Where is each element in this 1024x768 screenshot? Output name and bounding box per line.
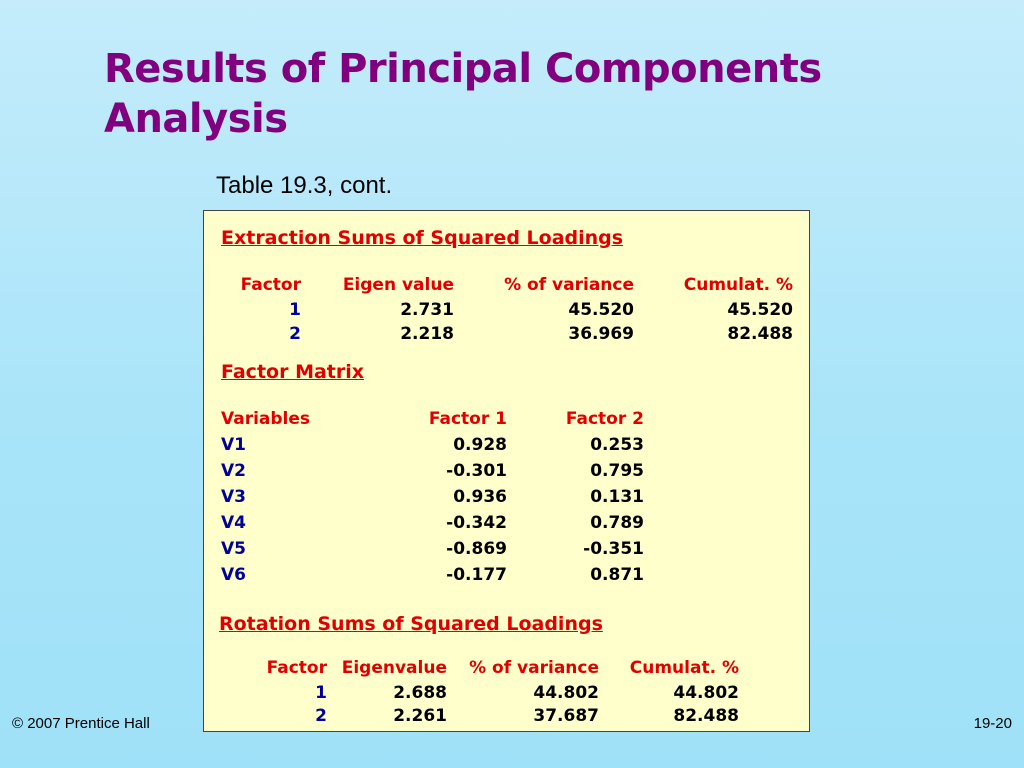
rotation-row-1-variance: 44.802 [533, 683, 599, 703]
copyright-footer: © 2007 Prentice Hall [12, 715, 150, 732]
rotation-header-eigenvalue: Eigenvalue [341, 658, 447, 678]
factor-matrix-row-v5-label: V5 [221, 539, 246, 559]
extraction-row-2-variance: 36.969 [568, 324, 634, 344]
extraction-heading: Extraction Sums of Squared Loadings [221, 227, 624, 249]
factor-matrix-row-v1-label: V1 [221, 435, 246, 455]
extraction-row-1-variance: 45.520 [568, 300, 634, 320]
extraction-header-factor: Factor [240, 275, 301, 295]
factor-matrix-header-factor2: Factor 2 [565, 409, 644, 429]
rotation-header-factor: Factor [266, 658, 327, 678]
rotation-heading: Rotation Sums of Squared Loadings [219, 613, 603, 635]
extraction-row-1-eigen: 2.731 [400, 300, 454, 320]
factor-matrix-row-v6-factor2: 0.871 [590, 565, 644, 585]
factor-matrix-row-v1-factor2: 0.253 [590, 435, 644, 455]
slide-number: 19-20 [973, 715, 1012, 732]
factor-matrix-row-v5-factor2: -0.351 [583, 539, 644, 559]
factor-matrix-row-v3-factor1: 0.936 [453, 487, 507, 507]
rotation-row-2-cumulative: 82.488 [673, 706, 739, 726]
extraction-row-2-factor: 2 [289, 324, 301, 344]
factor-matrix-row-v3-factor2: 0.131 [590, 487, 644, 507]
results-panel [203, 210, 810, 732]
rotation-row-2-factor: 2 [315, 706, 327, 726]
rotation-row-1-cumulative: 44.802 [673, 683, 739, 703]
rotation-header-variance: % of variance [469, 658, 599, 678]
table-caption: Table 19.3, cont. [216, 172, 393, 199]
factor-matrix-row-v6-factor1: -0.177 [446, 565, 507, 585]
extraction-header-variance: % of variance [504, 275, 634, 295]
factor-matrix-row-v1-factor1: 0.928 [453, 435, 507, 455]
factor-matrix-row-v3-label: V3 [221, 487, 246, 507]
extraction-header-eigen: Eigen value [342, 275, 454, 295]
rotation-row-1-eigenvalue: 2.688 [393, 683, 447, 703]
extraction-row-2-eigen: 2.218 [400, 324, 454, 344]
factor-matrix-row-v4-factor2: 0.789 [590, 513, 644, 533]
rotation-row-2-eigenvalue: 2.261 [393, 706, 447, 726]
factor-matrix-row-v6-label: V6 [221, 565, 246, 585]
factor-matrix-header-factor1: Factor 1 [428, 409, 507, 429]
rotation-header-cumulative: Cumulat. % [629, 658, 739, 678]
factor-matrix-row-v2-factor2: 0.795 [590, 461, 644, 481]
factor-matrix-row-v4-label: V4 [221, 513, 246, 533]
extraction-row-2-cumulative: 82.488 [727, 324, 793, 344]
factor-matrix-row-v2-factor1: -0.301 [446, 461, 507, 481]
factor-matrix-row-v2-label: V2 [221, 461, 246, 481]
rotation-row-1-factor: 1 [315, 683, 327, 703]
slide-title: Results of Principal Components Analysis [104, 46, 822, 142]
rotation-row-2-variance: 37.687 [533, 706, 599, 726]
extraction-row-1-cumulative: 45.520 [727, 300, 793, 320]
factor-matrix-heading: Factor Matrix [221, 361, 365, 383]
extraction-header-cumulative: Cumulat. % [683, 275, 793, 295]
extraction-row-1-factor: 1 [289, 300, 301, 320]
factor-matrix-header-variables: Variables [221, 409, 311, 429]
factor-matrix-row-v5-factor1: -0.869 [446, 539, 507, 559]
factor-matrix-row-v4-factor1: -0.342 [446, 513, 507, 533]
